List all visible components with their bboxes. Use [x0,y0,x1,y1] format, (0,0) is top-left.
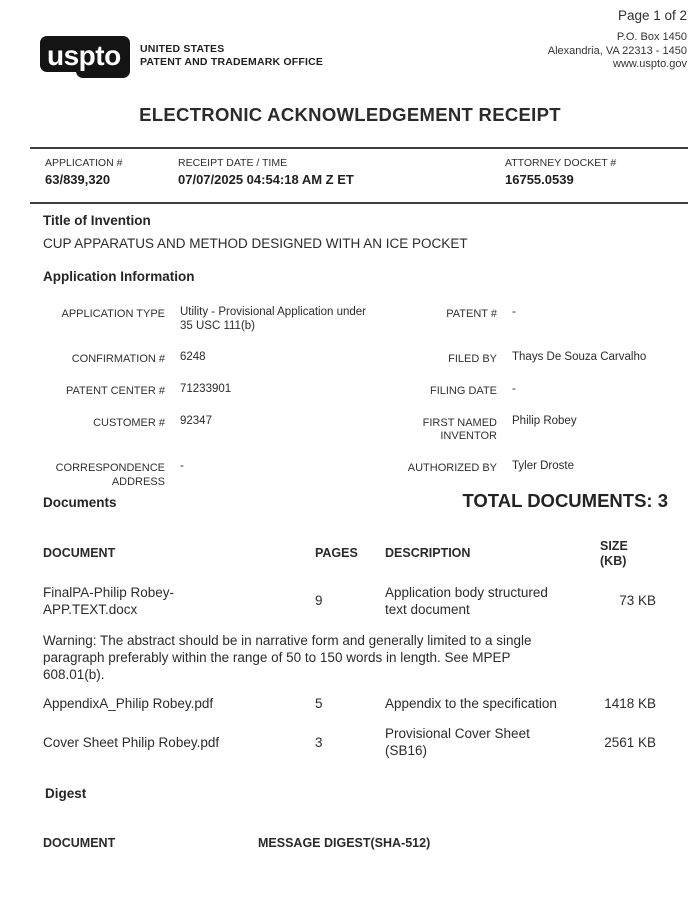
table-row [43,696,668,713]
invention-title: CUP APPARATUS AND METHOD DESIGNED WITH AN ICE POCKET [43,236,468,251]
document-description: Application body structured text document [385,585,548,617]
digest-column-document: DOCUMENT [43,836,116,850]
field-value: Thays De Souza Carvalho [512,350,647,363]
document-title: ELECTRONIC ACKNOWLEDGEMENT RECEIPT [139,104,561,125]
uspto-website: www.uspto.gov [613,58,687,70]
document-pages: 3 [315,734,323,750]
uspto-logo-icon [40,36,130,78]
receipt-datetime-block [178,157,354,187]
document-description: Appendix to the specification [385,696,557,712]
appinfo-row [43,351,668,366]
table-row [43,585,668,618]
digest-heading: Digest [45,786,87,801]
field-value: 6248 [180,350,206,363]
column-header-size [588,539,668,570]
attorney-docket-label: ATTORNEY DOCKET # [505,157,617,169]
attorney-docket-value: 16755.0539 [505,172,574,187]
table-row [43,726,668,759]
document-size: 1418 KB [604,696,656,712]
field-label: CORRESPONDENCE ADDRESS [55,462,165,488]
documents-table-header [43,536,668,572]
uspto-logo-block [40,36,323,78]
title-of-invention-heading: Title of Invention [43,213,151,228]
digest-table-header [43,836,430,850]
field-label: APPLICATION TYPE [61,308,165,320]
appinfo-row [43,415,668,443]
field-label: PATENT CENTER # [65,384,165,397]
document-name: Cover Sheet Philip Robey.pdf [43,734,220,750]
application-number-block [45,157,122,187]
document-description: Provisional Cover Sheet (SB16) [385,726,530,758]
field-label: PATENT # [446,308,497,320]
divider-top [30,147,688,149]
field-value: - [180,460,184,473]
field-label: CUSTOMER # [93,416,165,429]
field-label: CONFIRMATION # [71,352,165,365]
appinfo-row [43,460,668,488]
total-documents-count: TOTAL DOCUMENTS: 3 [462,490,668,511]
field-value: 71233901 [180,382,232,395]
document-pages: 5 [315,696,323,712]
column-header-pages: PAGES [315,546,358,561]
document-name: FinalPA-Philip Robey-APP.TEXT.docx [43,585,175,617]
documents-section-header [43,490,668,512]
digest-column-message-digest: MESSAGE DIGEST(SHA-512) [258,836,431,850]
divider-bottom [30,202,688,204]
uspto-org-name [140,36,323,68]
org-line-1: UNITED STATES [140,43,225,55]
field-label: FIRST NAMED INVENTOR [422,416,497,443]
document-name: AppendixA_Philip Robey.pdf [43,696,214,712]
field-value: 92347 [180,414,212,427]
appinfo-row [43,383,668,398]
application-information-heading: Application Information [43,269,195,284]
uspto-address-block [548,31,687,72]
application-number-value: 63/839,320 [45,172,111,187]
org-line-2: PATENT AND TRADEMARK OFFICE [140,55,324,68]
documents-table [43,536,668,760]
field-value: - [512,382,516,395]
column-header-size-text: SIZE (KB) [600,538,628,568]
column-header-document: DOCUMENT [43,546,116,561]
field-value: Tyler Droste [512,460,574,473]
application-number-label: APPLICATION # [45,157,123,169]
field-label: AUTHORIZED BY [407,462,497,475]
attorney-docket-block [505,157,616,187]
document-pages: 9 [315,593,323,609]
application-information-grid [43,306,668,506]
page-number: Page 1 of 2 [617,8,687,23]
field-label: FILING DATE [429,384,497,397]
address-city: Alexandria, VA 22313 - 1450 [547,44,687,57]
uspto-logo-text: uspto [47,40,121,71]
receipt-datetime-value: 07/07/2025 04:54:18 AM Z ET [178,172,354,187]
field-label: FILED BY [448,352,497,365]
field-value: Utility - Provisional Application under 35 USC 111(b) [180,306,367,332]
documents-heading: Documents [43,495,117,510]
appinfo-row [43,306,668,334]
document-size: 73 KB [619,593,656,609]
receipt-datetime-label: RECEIPT DATE / TIME [178,157,288,169]
abstract-warning-text: Warning: The abstract should be in narrative form and generally limited to a single paragraph preferably within the range of 50 to 150 words in length. See MPEP 608.01(b). [43,633,532,683]
document-size: 2561 KB [604,734,656,750]
address-po-box: P.O. Box 1450 [616,31,687,43]
column-header-description: DESCRIPTION [385,546,471,561]
field-value: Philip Robey [512,414,577,427]
field-value: - [512,306,516,318]
